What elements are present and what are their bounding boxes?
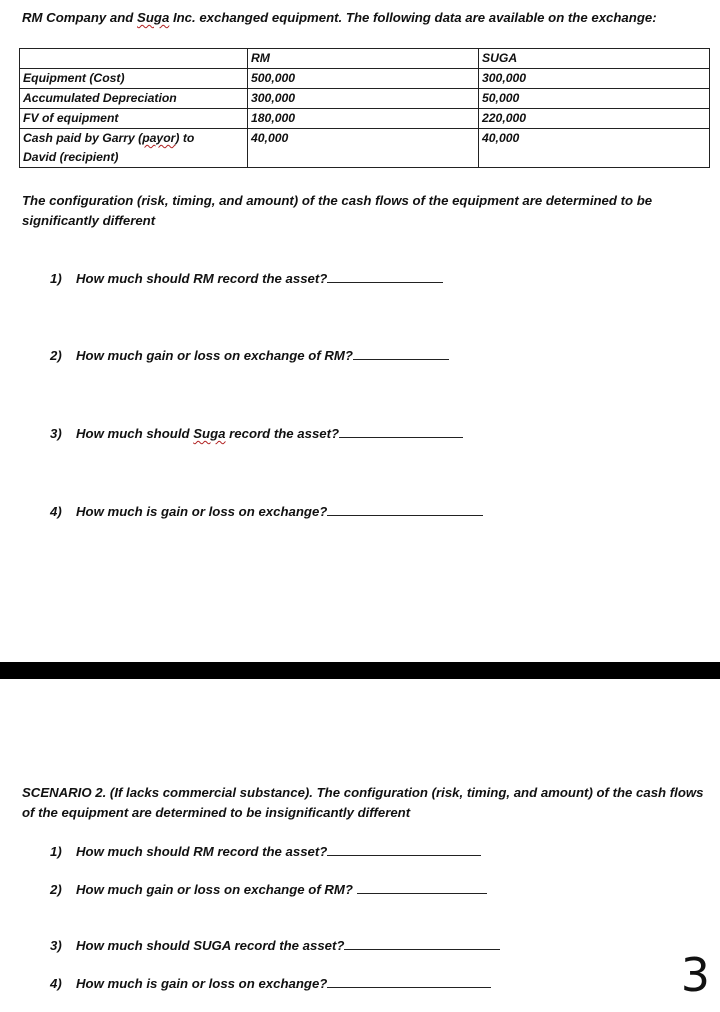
answer-blank[interactable]: [327, 853, 481, 856]
question-number: 2): [50, 348, 62, 363]
scenario2-question-2: [50, 882, 487, 897]
row-rm-value: 300,000: [248, 89, 479, 109]
intro-part2: Inc. exchanged equipment. The following data are available on the exchange:: [169, 10, 657, 25]
question-text-a: How much should: [76, 426, 194, 441]
scenario1-note: The configuration (risk, timing, and amount) of the cash flows of the equipment are determined to be significantly different: [22, 193, 653, 228]
row-suga-value: 220,000: [479, 109, 710, 129]
answer-blank[interactable]: [327, 513, 483, 516]
question-suga: Suga: [193, 426, 226, 441]
question-number: 3): [50, 938, 62, 953]
scenario1-question-4: [50, 504, 483, 519]
question-text: How much is gain or loss on exchange?: [76, 504, 328, 519]
question-number: 4): [50, 504, 62, 519]
scenario2-question-4: [50, 976, 491, 991]
answer-blank[interactable]: [339, 435, 463, 438]
question-number: 4): [50, 976, 62, 991]
intro-part1: RM Company and: [22, 10, 138, 25]
row-suga-value: 50,000: [479, 89, 710, 109]
question-text: How much should RM record the asset?: [76, 844, 328, 859]
row-rm-value: 180,000: [248, 109, 479, 129]
page-divider: [0, 662, 720, 679]
row-suga-value: 300,000: [479, 69, 710, 89]
scenario1-question-1: [50, 271, 443, 286]
cash-row-label: [20, 129, 248, 168]
table-row: [20, 69, 710, 89]
header-blank: [20, 49, 248, 69]
page-number: 3: [680, 948, 710, 1002]
question-number: 3): [50, 426, 62, 441]
question-text: How much should RM record the asset?: [76, 271, 328, 286]
scenario1-question-2: [50, 348, 449, 363]
cash-label-a: Cash paid by Garry (: [23, 131, 143, 145]
question-number: 2): [50, 882, 62, 897]
table-row-cash: [20, 129, 710, 168]
cash-rm-value: 40,000: [248, 129, 479, 168]
answer-blank[interactable]: [327, 985, 491, 988]
row-label: Equipment (Cost): [20, 69, 248, 89]
intro-suga: Suga: [137, 10, 170, 25]
header-suga: SUGA: [479, 49, 710, 69]
table-row: [20, 89, 710, 109]
table-row: [20, 109, 710, 129]
scenario2-question-3: [50, 938, 500, 953]
scenario2-heading: SCENARIO 2. (If lacks commercial substance). The configuration (risk, timing, and amount) of the cash flows of the equipment are determined to be insignificantly different: [22, 785, 704, 820]
header-rm: RM: [248, 49, 479, 69]
cash-label-payor: payor: [142, 131, 176, 145]
table-header-row: [20, 49, 710, 69]
question-text-b: record the asset?: [225, 426, 340, 441]
question-text: How much gain or loss on exchange of RM?: [76, 882, 357, 897]
intro-text: [22, 10, 657, 25]
cash-suga-value: 40,000: [479, 129, 710, 168]
question-text: How much should SUGA record the asset?: [76, 938, 345, 953]
row-rm-value: 500,000: [248, 69, 479, 89]
cash-label-line2: David (recipient): [23, 150, 119, 164]
question-number: 1): [50, 844, 62, 859]
answer-blank[interactable]: [353, 357, 449, 360]
answer-blank[interactable]: [357, 891, 487, 894]
question-text: How much gain or loss on exchange of RM?: [76, 348, 353, 363]
cash-label-b: ) to: [175, 131, 195, 145]
exchange-data-table: [19, 48, 710, 168]
question-number: 1): [50, 271, 62, 286]
row-label: Accumulated Depreciation: [20, 89, 248, 109]
scenario1-question-3: [50, 426, 463, 441]
answer-blank[interactable]: [344, 947, 500, 950]
row-label: FV of equipment: [20, 109, 248, 129]
scenario2-question-1: [50, 844, 481, 859]
answer-blank[interactable]: [327, 280, 443, 283]
question-text: How much is gain or loss on exchange?: [76, 976, 328, 991]
